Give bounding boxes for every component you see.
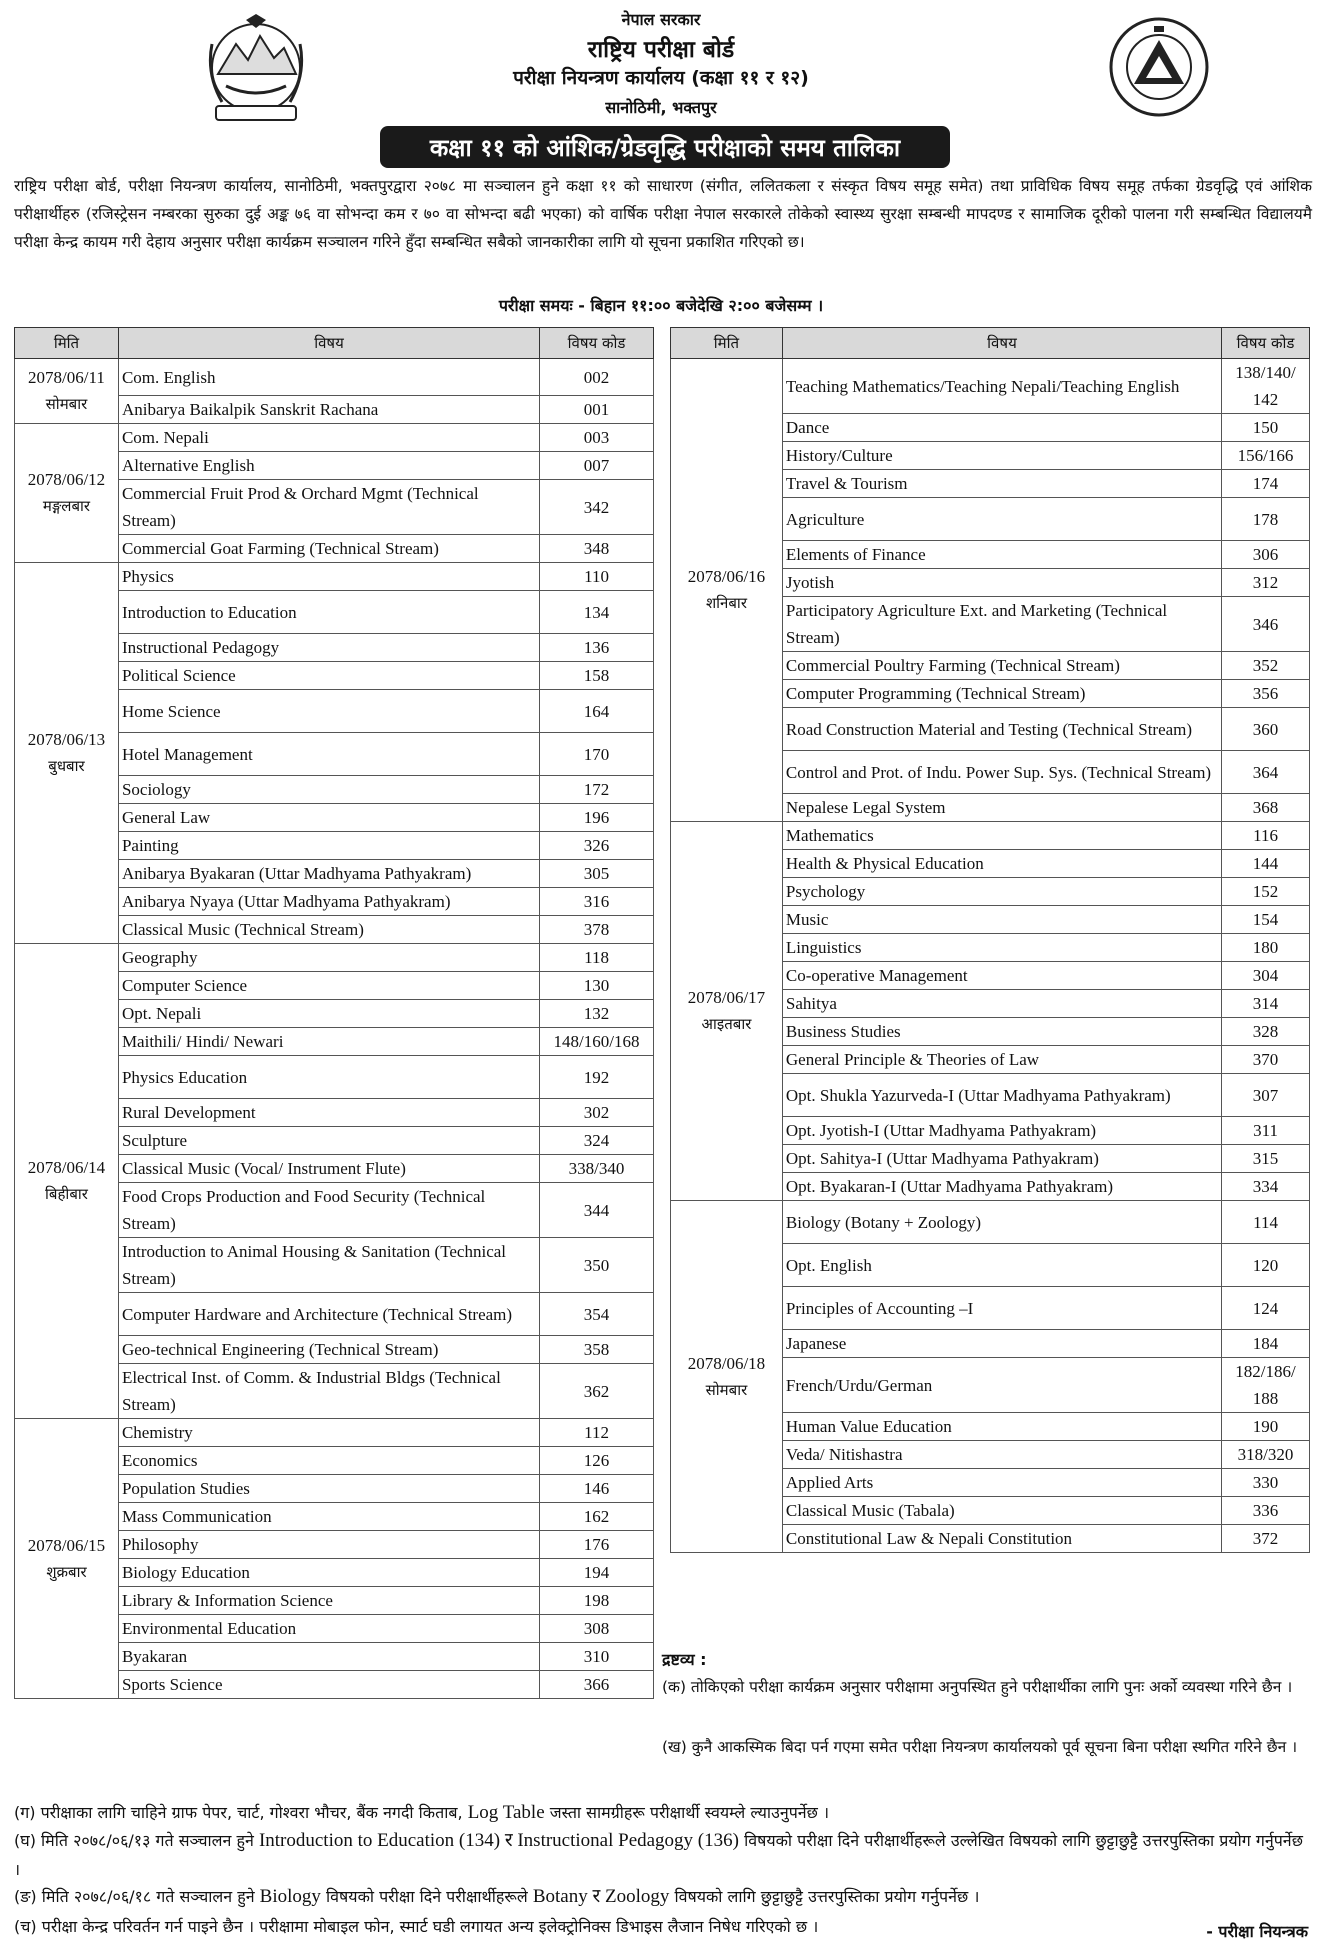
subject-cell: Sociology	[118, 776, 539, 804]
subject-code-cell: 170	[540, 733, 654, 776]
subject-code-cell: 378	[540, 916, 654, 944]
subject-cell: Chemistry	[118, 1419, 539, 1447]
table-row	[15, 359, 654, 396]
subject-cell: Classical Music (Tabala)	[782, 1497, 1221, 1525]
subject-code-cell: 302	[540, 1099, 654, 1127]
subject-cell: Control and Prot. of Indu. Power Sup. Sys. (Technical Stream)	[782, 751, 1221, 794]
subject-cell: Teaching Mathematics/Teaching Nepali/Teaching English	[782, 359, 1221, 414]
exam-date: 2078/06/12	[27, 470, 106, 489]
subject-cell: Alternative English	[118, 452, 539, 480]
footer-nga-latin: Biology	[259, 1886, 321, 1907]
subject-cell: Home Science	[118, 690, 539, 733]
header-office-name: परीक्षा नियन्त्रण कार्यालय (कक्षा ११ र १२)	[513, 67, 809, 89]
subject-cell: General Principle & Theories of Law	[782, 1046, 1221, 1074]
subject-cell: Opt. Byakaran-I (Uttar Madhyama Pathyakram)	[782, 1173, 1221, 1201]
footer-nga-latin-2: Botany र Zoology	[532, 1886, 670, 1907]
subject-cell: Population Studies	[118, 1475, 539, 1503]
subject-cell: French/Urdu/German	[782, 1358, 1221, 1413]
table-row	[671, 359, 1310, 414]
subject-cell: Sculpture	[118, 1127, 539, 1155]
subject-cell: Physics	[118, 563, 539, 591]
subject-code-cell: 001	[540, 396, 654, 424]
subject-cell: Psychology	[782, 878, 1221, 906]
subject-code-cell: 198	[540, 1587, 654, 1615]
exam-weekday: बुधबार	[48, 757, 85, 775]
subject-code-cell: 130	[540, 972, 654, 1000]
schedule-title-banner: कक्षा ११ को आंशिक/ग्रेडवृद्धि परीक्षाको समय तालिका	[380, 126, 950, 168]
subject-cell: Road Construction Material and Testing (Technical Stream)	[782, 708, 1221, 751]
table-body	[671, 359, 1310, 1553]
exam-weekday: शुक्रबार	[46, 1562, 87, 1581]
subject-cell: Philosophy	[118, 1531, 539, 1559]
subject-code-cell: 192	[540, 1056, 654, 1099]
subject-code-cell: 174	[1222, 470, 1310, 498]
subject-code-cell: 126	[540, 1447, 654, 1475]
header-subject: विषय	[782, 328, 1221, 359]
subject-cell: Computer Programming (Technical Stream)	[782, 680, 1221, 708]
subject-code-cell: 360	[1222, 708, 1310, 751]
subject-code-cell: 112	[540, 1419, 654, 1447]
subject-cell: Introduction to Animal Housing & Sanitation (Technical Stream)	[118, 1238, 539, 1293]
table-body	[15, 359, 654, 1699]
subject-code-cell: 184	[1222, 1330, 1310, 1358]
header-code: विषय कोड	[1222, 328, 1310, 359]
footer-nga-text-3: विषयको लागि छुट्टाछुट्टै उत्तरपुस्तिका प्रयोग गर्नुपर्नेछ ।	[674, 1887, 980, 1906]
date-cell	[671, 822, 783, 1201]
subject-code-cell: 156/166	[1222, 442, 1310, 470]
subject-cell: Computer Science	[118, 972, 539, 1000]
subject-code-cell: 358	[540, 1336, 654, 1364]
table-row	[671, 1201, 1310, 1244]
subject-cell: Jyotish	[782, 569, 1221, 597]
subject-code-cell: 150	[1222, 414, 1310, 442]
exam-weekday: शनिबार	[705, 594, 747, 612]
header-board-name: राष्ट्रिय परीक्षा बोर्ड	[587, 37, 735, 63]
subject-code-cell: 312	[1222, 569, 1310, 597]
subject-cell: Political Science	[118, 662, 539, 690]
date-cell	[15, 944, 119, 1419]
subject-code-cell: 172	[540, 776, 654, 804]
subject-code-cell: 328	[1222, 1018, 1310, 1046]
subject-cell: Participatory Agriculture Ext. and Marketing (Technical Stream)	[782, 597, 1221, 652]
subject-code-cell: 120	[1222, 1244, 1310, 1287]
subject-code-cell: 118	[540, 944, 654, 972]
date-cell	[15, 424, 119, 563]
footer-gha-text-1: (घ) मिति २०७८/०६/१३ गते सञ्चालन हुने	[14, 1831, 254, 1850]
exam-weekday: बिहीबार	[45, 1185, 88, 1203]
header-code: विषय कोड	[540, 328, 654, 359]
notes-title: द्रष्टव्य :	[662, 1650, 707, 1669]
subject-cell: Instructional Pedagogy	[118, 634, 539, 662]
subject-code-cell: 306	[1222, 541, 1310, 569]
subject-code-cell: 162	[540, 1503, 654, 1531]
footer-gha-text-2: विषयको परीक्षा दिने परीक्षार्थीहरूले उल्लेखित विषयको लागि छुट्टाछुट्टै उत्तरपुस्तिका प्रयोग गर्नुपर्नेछ ।	[14, 1831, 1303, 1879]
subject-cell: Com. English	[118, 359, 539, 396]
subject-code-cell: 348	[540, 535, 654, 563]
subject-cell: Opt. Jyotish-I (Uttar Madhyama Pathyakram)	[782, 1117, 1221, 1145]
exam-date: 2078/06/18	[687, 1353, 766, 1373]
exam-weekday: सोमबार	[45, 395, 88, 413]
subject-code-cell: 146	[540, 1475, 654, 1503]
subject-cell: Dance	[782, 414, 1221, 442]
subject-code-cell: 007	[540, 452, 654, 480]
subject-code-cell: 370	[1222, 1046, 1310, 1074]
subject-cell: Mathematics	[782, 822, 1221, 850]
subject-cell: Geography	[118, 944, 539, 972]
schedule-table-left	[14, 327, 654, 1699]
table-row	[15, 563, 654, 591]
subject-code-cell: 132	[540, 1000, 654, 1028]
subject-code-cell: 364	[1222, 751, 1310, 794]
date-cell	[671, 359, 783, 822]
subject-cell: Maithili/ Hindi/ Newari	[118, 1028, 539, 1056]
subject-cell: Sports Science	[118, 1671, 539, 1699]
header-date: मिति	[671, 328, 783, 359]
footer-note-ga	[14, 1798, 1314, 1827]
exam-date: 2078/06/13	[27, 730, 106, 749]
subject-code-cell: 180	[1222, 934, 1310, 962]
footer-ga-text-1: (ग) परीक्षाका लागि चाहिने ग्राफ पेपर, चार्ट, गोश्वरा भौचर, बैंक नगदी किताब,	[14, 1803, 463, 1822]
exam-date: 2078/06/11	[28, 368, 105, 387]
subject-cell: General Law	[118, 804, 539, 832]
subject-code-cell: 116	[1222, 822, 1310, 850]
exam-date: 2078/06/17	[687, 988, 766, 1007]
subject-code-cell: 158	[540, 662, 654, 690]
subject-code-cell: 362	[540, 1364, 654, 1419]
subject-code-cell: 176	[540, 1531, 654, 1559]
subject-code-cell: 366	[540, 1671, 654, 1699]
subject-code-cell: 334	[1222, 1173, 1310, 1201]
subject-code-cell: 344	[540, 1183, 654, 1238]
subject-code-cell: 308	[540, 1615, 654, 1643]
subject-cell: Opt. Sahitya-I (Uttar Madhyama Pathyakram)	[782, 1145, 1221, 1173]
footer-note-gha	[14, 1826, 1314, 1884]
subject-cell: Library & Information Science	[118, 1587, 539, 1615]
subject-code-cell: 134	[540, 591, 654, 634]
subject-cell: Agriculture	[782, 498, 1221, 541]
subject-code-cell: 354	[540, 1293, 654, 1336]
subject-code-cell: 136	[540, 634, 654, 662]
subject-cell: Economics	[118, 1447, 539, 1475]
subject-cell: Travel & Tourism	[782, 470, 1221, 498]
subject-cell: Electrical Inst. of Comm. & Industrial Bldgs (Technical Stream)	[118, 1364, 539, 1419]
subject-cell: Classical Music (Vocal/ Instrument Flute)	[118, 1155, 539, 1183]
subject-code-cell: 315	[1222, 1145, 1310, 1173]
subject-cell: Health & Physical Education	[782, 850, 1221, 878]
exam-time: परीक्षा समयः - बिहान ११:०० बजेदेखि २:०० बजेसम्म ।	[498, 296, 824, 315]
subject-code-cell: 342	[540, 480, 654, 535]
subject-code-cell: 314	[1222, 990, 1310, 1018]
table-row	[15, 1419, 654, 1447]
subject-cell: Byakaran	[118, 1643, 539, 1671]
subject-code-cell: 356	[1222, 680, 1310, 708]
subject-cell: Constitutional Law & Nepali Constitution	[782, 1525, 1221, 1553]
subject-cell: Anibarya Byakaran (Uttar Madhyama Pathyakram)	[118, 860, 539, 888]
subject-cell: Classical Music (Technical Stream)	[118, 916, 539, 944]
subject-code-cell: 346	[1222, 597, 1310, 652]
signature-exam-controller: - परीक्षा नियन्त्रक	[1206, 1922, 1308, 1941]
header-date: मिति	[15, 328, 119, 359]
subject-code-cell: 310	[540, 1643, 654, 1671]
subject-cell: Elements of Finance	[782, 541, 1221, 569]
subject-cell: Environmental Education	[118, 1615, 539, 1643]
footer-nga-text-2: विषयको परीक्षा दिने परीक्षार्थीहरूले	[326, 1887, 528, 1906]
subject-cell: Commercial Goat Farming (Technical Stream)	[118, 535, 539, 563]
subject-code-cell: 352	[1222, 652, 1310, 680]
subject-cell: Mass Communication	[118, 1503, 539, 1531]
subject-cell: Hotel Management	[118, 733, 539, 776]
header-location: सानोठिमी, भक्तपुर	[605, 98, 717, 117]
subject-code-cell: 152	[1222, 878, 1310, 906]
footer-ga-text-2: जस्ता सामग्रीहरू परीक्षार्थी स्वयम्ले ल्याउनुपर्नेछ ।	[549, 1803, 830, 1822]
subject-cell: Japanese	[782, 1330, 1221, 1358]
subject-cell: Co-operative Management	[782, 962, 1221, 990]
subject-code-cell: 003	[540, 424, 654, 452]
subject-cell: Biology Education	[118, 1559, 539, 1587]
subject-code-cell: 311	[1222, 1117, 1310, 1145]
subject-code-cell: 002	[540, 359, 654, 396]
subject-code-cell: 182/186/ 188	[1222, 1358, 1310, 1413]
subject-code-cell: 164	[540, 690, 654, 733]
subject-cell: Computer Hardware and Architecture (Technical Stream)	[118, 1293, 539, 1336]
subject-cell: Music	[782, 906, 1221, 934]
exam-date: 2078/06/15	[27, 1535, 106, 1555]
date-cell	[15, 563, 119, 944]
subject-code-cell: 110	[540, 563, 654, 591]
date-cell	[15, 1419, 119, 1699]
subject-code-cell: 190	[1222, 1413, 1310, 1441]
subject-code-cell: 368	[1222, 794, 1310, 822]
date-cell	[15, 359, 119, 424]
subject-code-cell: 178	[1222, 498, 1310, 541]
subject-code-cell: 307	[1222, 1074, 1310, 1117]
subject-cell: Anibarya Nyaya (Uttar Madhyama Pathyakram)	[118, 888, 539, 916]
subject-code-cell: 148/160/168	[540, 1028, 654, 1056]
subject-code-cell: 330	[1222, 1469, 1310, 1497]
footer-nga-text-1: (ङ) मिति २०७८/०६/१८ गते सञ्चालन हुने	[14, 1887, 255, 1906]
subject-cell: Opt. Shukla Yazurveda-I (Uttar Madhyama Pathyakram)	[782, 1074, 1221, 1117]
header-government: नेपाल सरकार	[621, 10, 701, 29]
exam-date: 2078/06/14	[27, 1158, 106, 1177]
subject-cell: Biology (Botany + Zoology)	[782, 1201, 1221, 1244]
subject-code-cell: 154	[1222, 906, 1310, 934]
subject-cell: Painting	[118, 832, 539, 860]
subject-code-cell: 196	[540, 804, 654, 832]
subject-cell: Applied Arts	[782, 1469, 1221, 1497]
subject-code-cell: 324	[540, 1127, 654, 1155]
table-row	[15, 944, 654, 972]
table-row	[15, 424, 654, 452]
note-kha: (ख) कुनै आकस्मिक बिदा पर्न गएमा समेत परीक्षा नियन्त्रण कार्यालयको पूर्व सूचना बिना परीक्षा स्थगित गरिने छैन ।	[662, 1738, 1298, 1756]
subject-code-cell: 114	[1222, 1201, 1310, 1244]
date-cell	[671, 1201, 783, 1553]
subject-code-cell: 336	[1222, 1497, 1310, 1525]
subject-code-cell: 194	[540, 1559, 654, 1587]
subject-cell: Sahitya	[782, 990, 1221, 1018]
subject-cell: Geo-technical Engineering (Technical Stream)	[118, 1336, 539, 1364]
subject-code-cell: 305	[540, 860, 654, 888]
subject-cell: Nepalese Legal System	[782, 794, 1221, 822]
table-row	[671, 822, 1310, 850]
subject-cell: Human Value Education	[782, 1413, 1221, 1441]
subject-code-cell: 304	[1222, 962, 1310, 990]
exam-weekday: आइतबार	[701, 1015, 752, 1033]
subject-cell: Anibarya Baikalpik Sanskrit Rachana	[118, 396, 539, 424]
exam-date: 2078/06/16	[687, 567, 766, 586]
subject-code-cell: 372	[1222, 1525, 1310, 1553]
subject-cell: Principles of Accounting –I	[782, 1287, 1221, 1330]
table-header-row	[15, 328, 654, 359]
subject-cell: Commercial Fruit Prod & Orchard Mgmt (Technical Stream)	[118, 480, 539, 535]
subject-code-cell: 144	[1222, 850, 1310, 878]
footer-note-nga	[14, 1882, 1314, 1911]
header-subject: विषय	[118, 328, 539, 359]
subject-cell: Food Crops Production and Food Security (Technical Stream)	[118, 1183, 539, 1238]
note-ka: (क) तोकिएको परीक्षा कार्यक्रम अनुसार परीक्षामा अनुपस्थित हुने परीक्षार्थीका लागि पुनः अर्को व्यवस्था गरिने छैन ।	[662, 1678, 1293, 1696]
footer-note-cha: (च) परीक्षा केन्द्र परिवर्तन गर्न पाइने छैन । परीक्षामा मोबाइल फोन, स्मार्ट घडी लगायत अन्य इलेक्ट्रोनिक्स डिभाइस लैजान निषेध गरिएको छ ।	[14, 1917, 819, 1936]
intro-paragraph: राष्ट्रिय परीक्षा बोर्ड, परीक्षा नियन्त्रण कार्यालय, सानोठिमी, भक्तपुरद्वारा २०७८ मा सञ्चालन हुने कक्षा ११ को साधारण (संगीत, ललितकला र संस्कृत विषय समूह समेत) तथा प्राविधिक विषय समूह तर्फका ग्रेडवृद्धि एवं आंशिक परीक्षार्थीहरु (रजिस्ट्रेसन नम्बरका सुरुका दुई अङ्क ७६ वा सोभन्दा कम र ७० वा सोभन्दा बढी भएका) को वार्षिक परीक्षा नेपाल सरकारले तोकेको स्वास्थ्य सुरक्षा सम्बन्धी मापदण्ड र सामाजिक दूरीको पालना गरी सम्बन्धित विद्यालयमै परीक्षा केन्द्र कायम गरी देहाय अनुसार परीक्षा कार्यक्रम सञ्चालन गरिने हुँदा सम्बन्धित सबैको जानकारीका लागि यो सूचना प्रकाशित गरिएको छ।	[14, 177, 1312, 251]
exam-weekday: सोमबार	[705, 1380, 748, 1399]
schedule-table-right	[670, 327, 1310, 1553]
subject-cell: Rural Development	[118, 1099, 539, 1127]
footer-gha-latin: Introduction to Education (134) र Instructional Pedagogy (136)	[258, 1830, 739, 1851]
subject-cell: Physics Education	[118, 1056, 539, 1099]
subject-code-cell: 138/140/ 142	[1222, 359, 1310, 414]
subject-cell: Opt. Nepali	[118, 1000, 539, 1028]
subject-code-cell: 318/320	[1222, 1441, 1310, 1469]
subject-code-cell: 338/340	[540, 1155, 654, 1183]
subject-cell: History/Culture	[782, 442, 1221, 470]
subject-code-cell: 316	[540, 888, 654, 916]
subject-code-cell: 124	[1222, 1287, 1310, 1330]
subject-cell: Veda/ Nitishastra	[782, 1441, 1221, 1469]
subject-cell: Commercial Poultry Farming (Technical Stream)	[782, 652, 1221, 680]
subject-cell: Com. Nepali	[118, 424, 539, 452]
exam-weekday: मङ्गलबार	[42, 497, 91, 515]
subject-cell: Opt. English	[782, 1244, 1221, 1287]
subject-cell: Introduction to Education	[118, 591, 539, 634]
subject-cell: Linguistics	[782, 934, 1221, 962]
footer-ga-latin: Log Table	[467, 1802, 545, 1823]
table-header-row	[671, 328, 1310, 359]
subject-code-cell: 326	[540, 832, 654, 860]
subject-code-cell: 350	[540, 1238, 654, 1293]
subject-cell: Business Studies	[782, 1018, 1221, 1046]
